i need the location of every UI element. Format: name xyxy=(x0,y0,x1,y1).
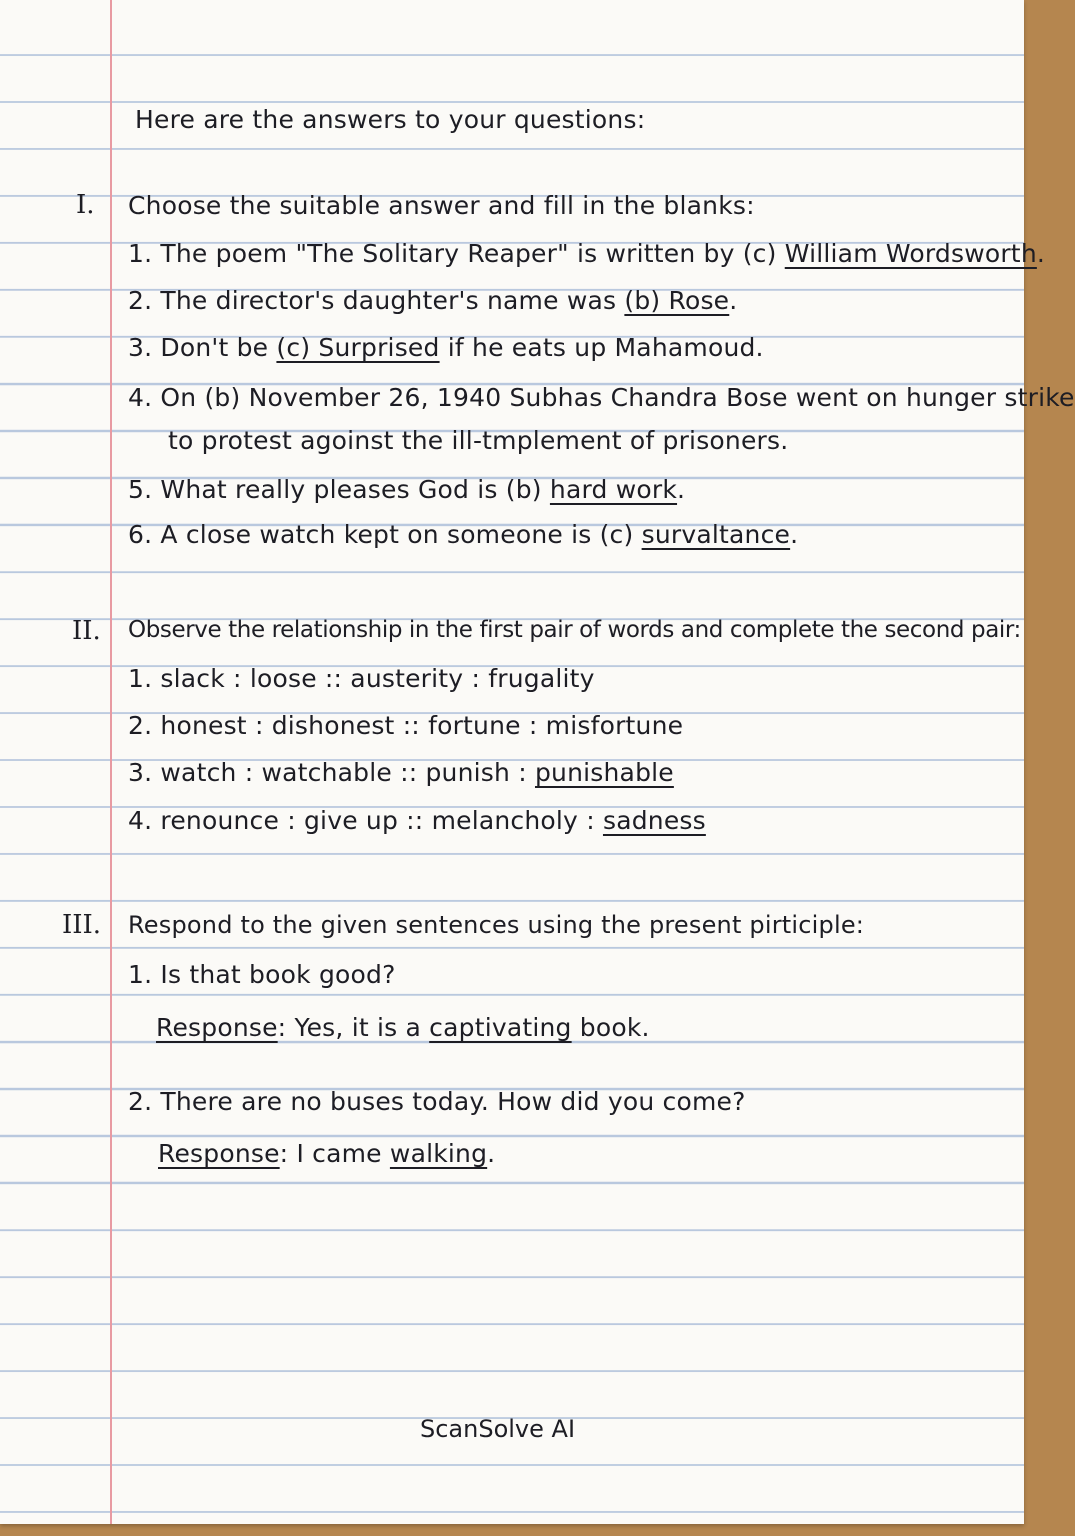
item-text: . xyxy=(1036,239,1046,268)
footer-signature: ScanSolve AI xyxy=(420,1415,576,1443)
s3-question-2: 2. There are no buses today. How did you come? xyxy=(128,1087,746,1116)
response-text: book. xyxy=(571,1013,650,1042)
s2-item-4 xyxy=(128,806,706,835)
response-label: Response xyxy=(156,1013,278,1042)
section-1-heading: Choose the suitable answer and fill in the blanks: xyxy=(128,191,755,220)
margin-line xyxy=(110,0,112,1524)
item-text: . xyxy=(677,475,686,504)
s3-response-2 xyxy=(158,1139,495,1168)
item-answer: William Wordsworth xyxy=(784,239,1037,268)
item-text: 5. What really pleases God is (b) xyxy=(128,475,550,504)
item-answer: hard work xyxy=(549,475,678,504)
item-answer: (c) Surprised xyxy=(276,333,440,362)
s2-item-1: 1. slack : loose :: austerity : frugality xyxy=(128,664,595,693)
s2-item-3 xyxy=(128,758,674,787)
item-text: 3. watch : watchable :: punish : xyxy=(128,758,535,787)
response-text: : Yes, it is a xyxy=(277,1013,430,1042)
item-text: if he eats up Mahamoud. xyxy=(439,333,764,362)
item-answer: (b) Rose xyxy=(624,286,730,315)
item-answer: punishable xyxy=(534,758,674,787)
s1-item-6 xyxy=(128,520,798,549)
s3-question-1: 1. Is that book good? xyxy=(128,960,396,989)
item-text: 4. renounce : give up :: melancholy : xyxy=(128,806,603,835)
item-text: 2. The director's daughter's name was xyxy=(128,286,625,315)
section-3-heading: Respond to the given sentences using the present pirticiple: xyxy=(128,911,865,939)
s1-item-1 xyxy=(128,239,1045,268)
item-text: 3. Don't be xyxy=(128,333,277,362)
s3-response-1 xyxy=(156,1013,650,1042)
intro-text: Here are the answers to your questions: xyxy=(135,105,646,134)
item-text: 6. A close watch kept on someone is (c) xyxy=(128,520,642,549)
s1-item-2 xyxy=(128,286,737,315)
response-answer: captivating xyxy=(429,1013,572,1042)
item-answer: survaltance xyxy=(641,520,791,549)
s1-item-4-cont: to protest agoinst the ill-tmplement of prisoners. xyxy=(168,426,789,455)
s1-item-4: 4. On (b) November 26, 1940 Subhas Chandra Bose went on hunger strike xyxy=(128,383,1075,412)
section-2-numeral: II. xyxy=(72,616,101,646)
s2-item-2: 2. honest : dishonest :: fortune : misfortune xyxy=(128,711,684,740)
item-text: 1. The poem "The Solitary Reaper" is written by (c) xyxy=(128,239,785,268)
section-3-numeral: III. xyxy=(62,910,102,940)
item-answer: sadness xyxy=(602,806,706,835)
response-text: : I came xyxy=(279,1139,390,1168)
section-1-numeral: I. xyxy=(76,190,95,220)
s1-item-5 xyxy=(128,475,685,504)
item-text: . xyxy=(729,286,738,315)
s1-item-3 xyxy=(128,333,764,362)
item-text: . xyxy=(790,520,799,549)
response-text: . xyxy=(487,1139,496,1168)
response-label: Response xyxy=(158,1139,280,1168)
section-2-heading: Observe the relationship in the first pair of words and complete the second pair: xyxy=(128,617,1021,643)
response-answer: walking xyxy=(389,1139,488,1168)
